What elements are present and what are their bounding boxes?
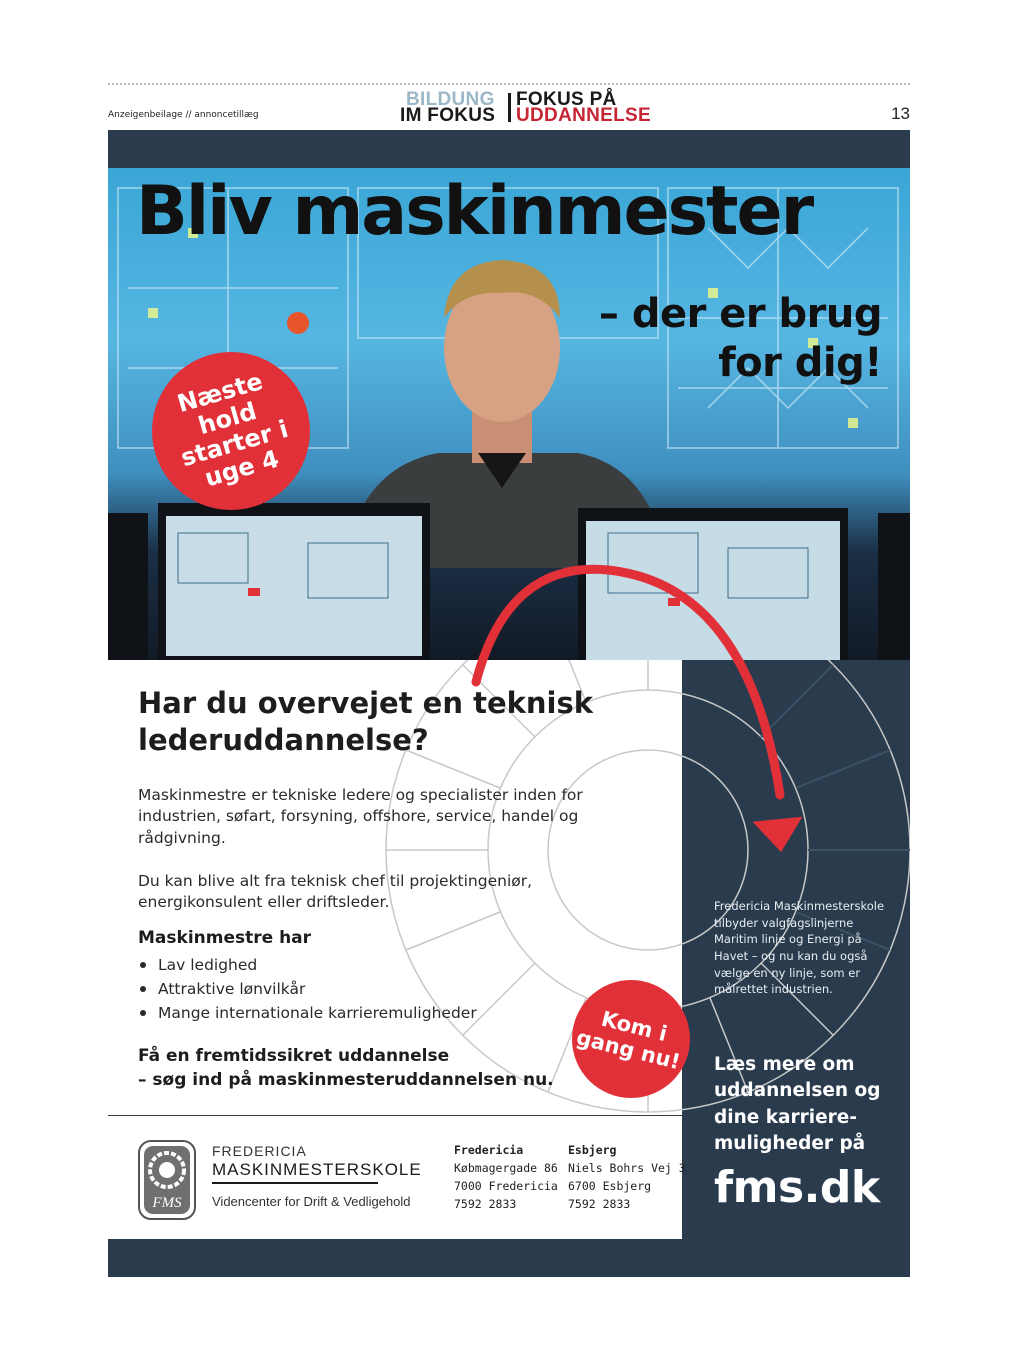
- benefits-title: Maskinmestre har: [138, 928, 312, 948]
- list-item: [138, 953, 477, 977]
- school-name-underline: [212, 1182, 378, 1184]
- side-panel-info: Fredericia Maskinmesterskole tilbyder valgfagslinjerne Maritim linje og Energi på Havet – og nu kan du også vælge en ny linje, som er målrettet industrien.: [714, 899, 885, 997]
- address-postal: 7000 Fredericia: [454, 1179, 558, 1193]
- side-panel-read-more: Læs mere om uddannelsen og dine karriere-muligheder på: [714, 1054, 881, 1154]
- website-link[interactable]: fms.dk: [714, 1162, 880, 1213]
- masthead-fokus-paa: FOKUS PÅ: [516, 89, 617, 110]
- section-heading: Har du overvejet en teknisk lederuddannelse?: [138, 686, 594, 758]
- top-dotted-rule: [108, 83, 910, 85]
- masthead-bildung: BILDUNG: [406, 89, 495, 110]
- address-esbjerg: [568, 1141, 686, 1213]
- school-tagline: Videncenter for Drift & Vedligehold: [212, 1194, 411, 1209]
- benefits-list: [138, 953, 477, 1025]
- masthead-logo: [400, 91, 670, 125]
- headline: Bliv maskinmester: [136, 172, 813, 251]
- benefit-text: Mange internationale karrieremuligheder: [158, 1004, 477, 1022]
- call-to-action: Få en fremtidssikret uddannelse – søg ind på maskinmesteruddannelsen nu.: [138, 1046, 554, 1091]
- bullet-dot-icon: [140, 986, 146, 992]
- benefit-text: Lav ledighed: [158, 956, 258, 974]
- divider: [108, 1115, 682, 1116]
- masthead-divider: [508, 93, 511, 122]
- masthead-uddannelse: UDDANNELSE: [516, 105, 651, 126]
- address-street: Købmagergade 86: [454, 1161, 558, 1175]
- supplement-label: Anzeigenbeilage // annoncetillæg: [108, 110, 259, 120]
- address-city: Fredericia: [454, 1143, 524, 1157]
- get-started-badge-text: Kom i gang nu!: [574, 1007, 683, 1075]
- list-item: [138, 977, 477, 1001]
- next-class-badge-text: Næste hold starter i uge 4: [174, 367, 292, 493]
- address-fredericia: [454, 1141, 558, 1213]
- bullet-dot-icon: [140, 1010, 146, 1016]
- advertisement: [108, 130, 910, 1277]
- page-number: 13: [891, 104, 910, 123]
- fms-wheel-logo-icon: [138, 1140, 196, 1220]
- bullet-dot-icon: [140, 962, 146, 968]
- address-phone: 7592 2833: [568, 1197, 631, 1211]
- intro-paragraph: Maskinmestre er tekniske ledere og specialister inden for industrien, søfart, forsyning, offshore, service, handel og rådgivning.: [138, 786, 583, 847]
- address-street: Niels Bohrs Vej 3: [568, 1161, 686, 1175]
- list-item: [138, 1001, 477, 1025]
- school-name-line1: FREDERICIA: [212, 1143, 307, 1159]
- address-postal: 6700 Esbjerg: [568, 1179, 652, 1193]
- career-paragraph: Du kan blive alt fra teknisk chef til projektingeniør, energikonsulent eller driftsleder.: [138, 872, 533, 912]
- address-city: Esbjerg: [568, 1143, 617, 1157]
- school-name-line2: MASKINMESTERSKOLE: [212, 1160, 422, 1179]
- logo-text: FMS: [152, 1195, 182, 1211]
- masthead-im-fokus: IM FOKUS: [400, 105, 496, 126]
- subline: – der er brug for dig!: [598, 291, 882, 387]
- benefit-text: Attraktive lønvilkår: [158, 980, 306, 998]
- address-phone: 7592 2833: [454, 1197, 517, 1211]
